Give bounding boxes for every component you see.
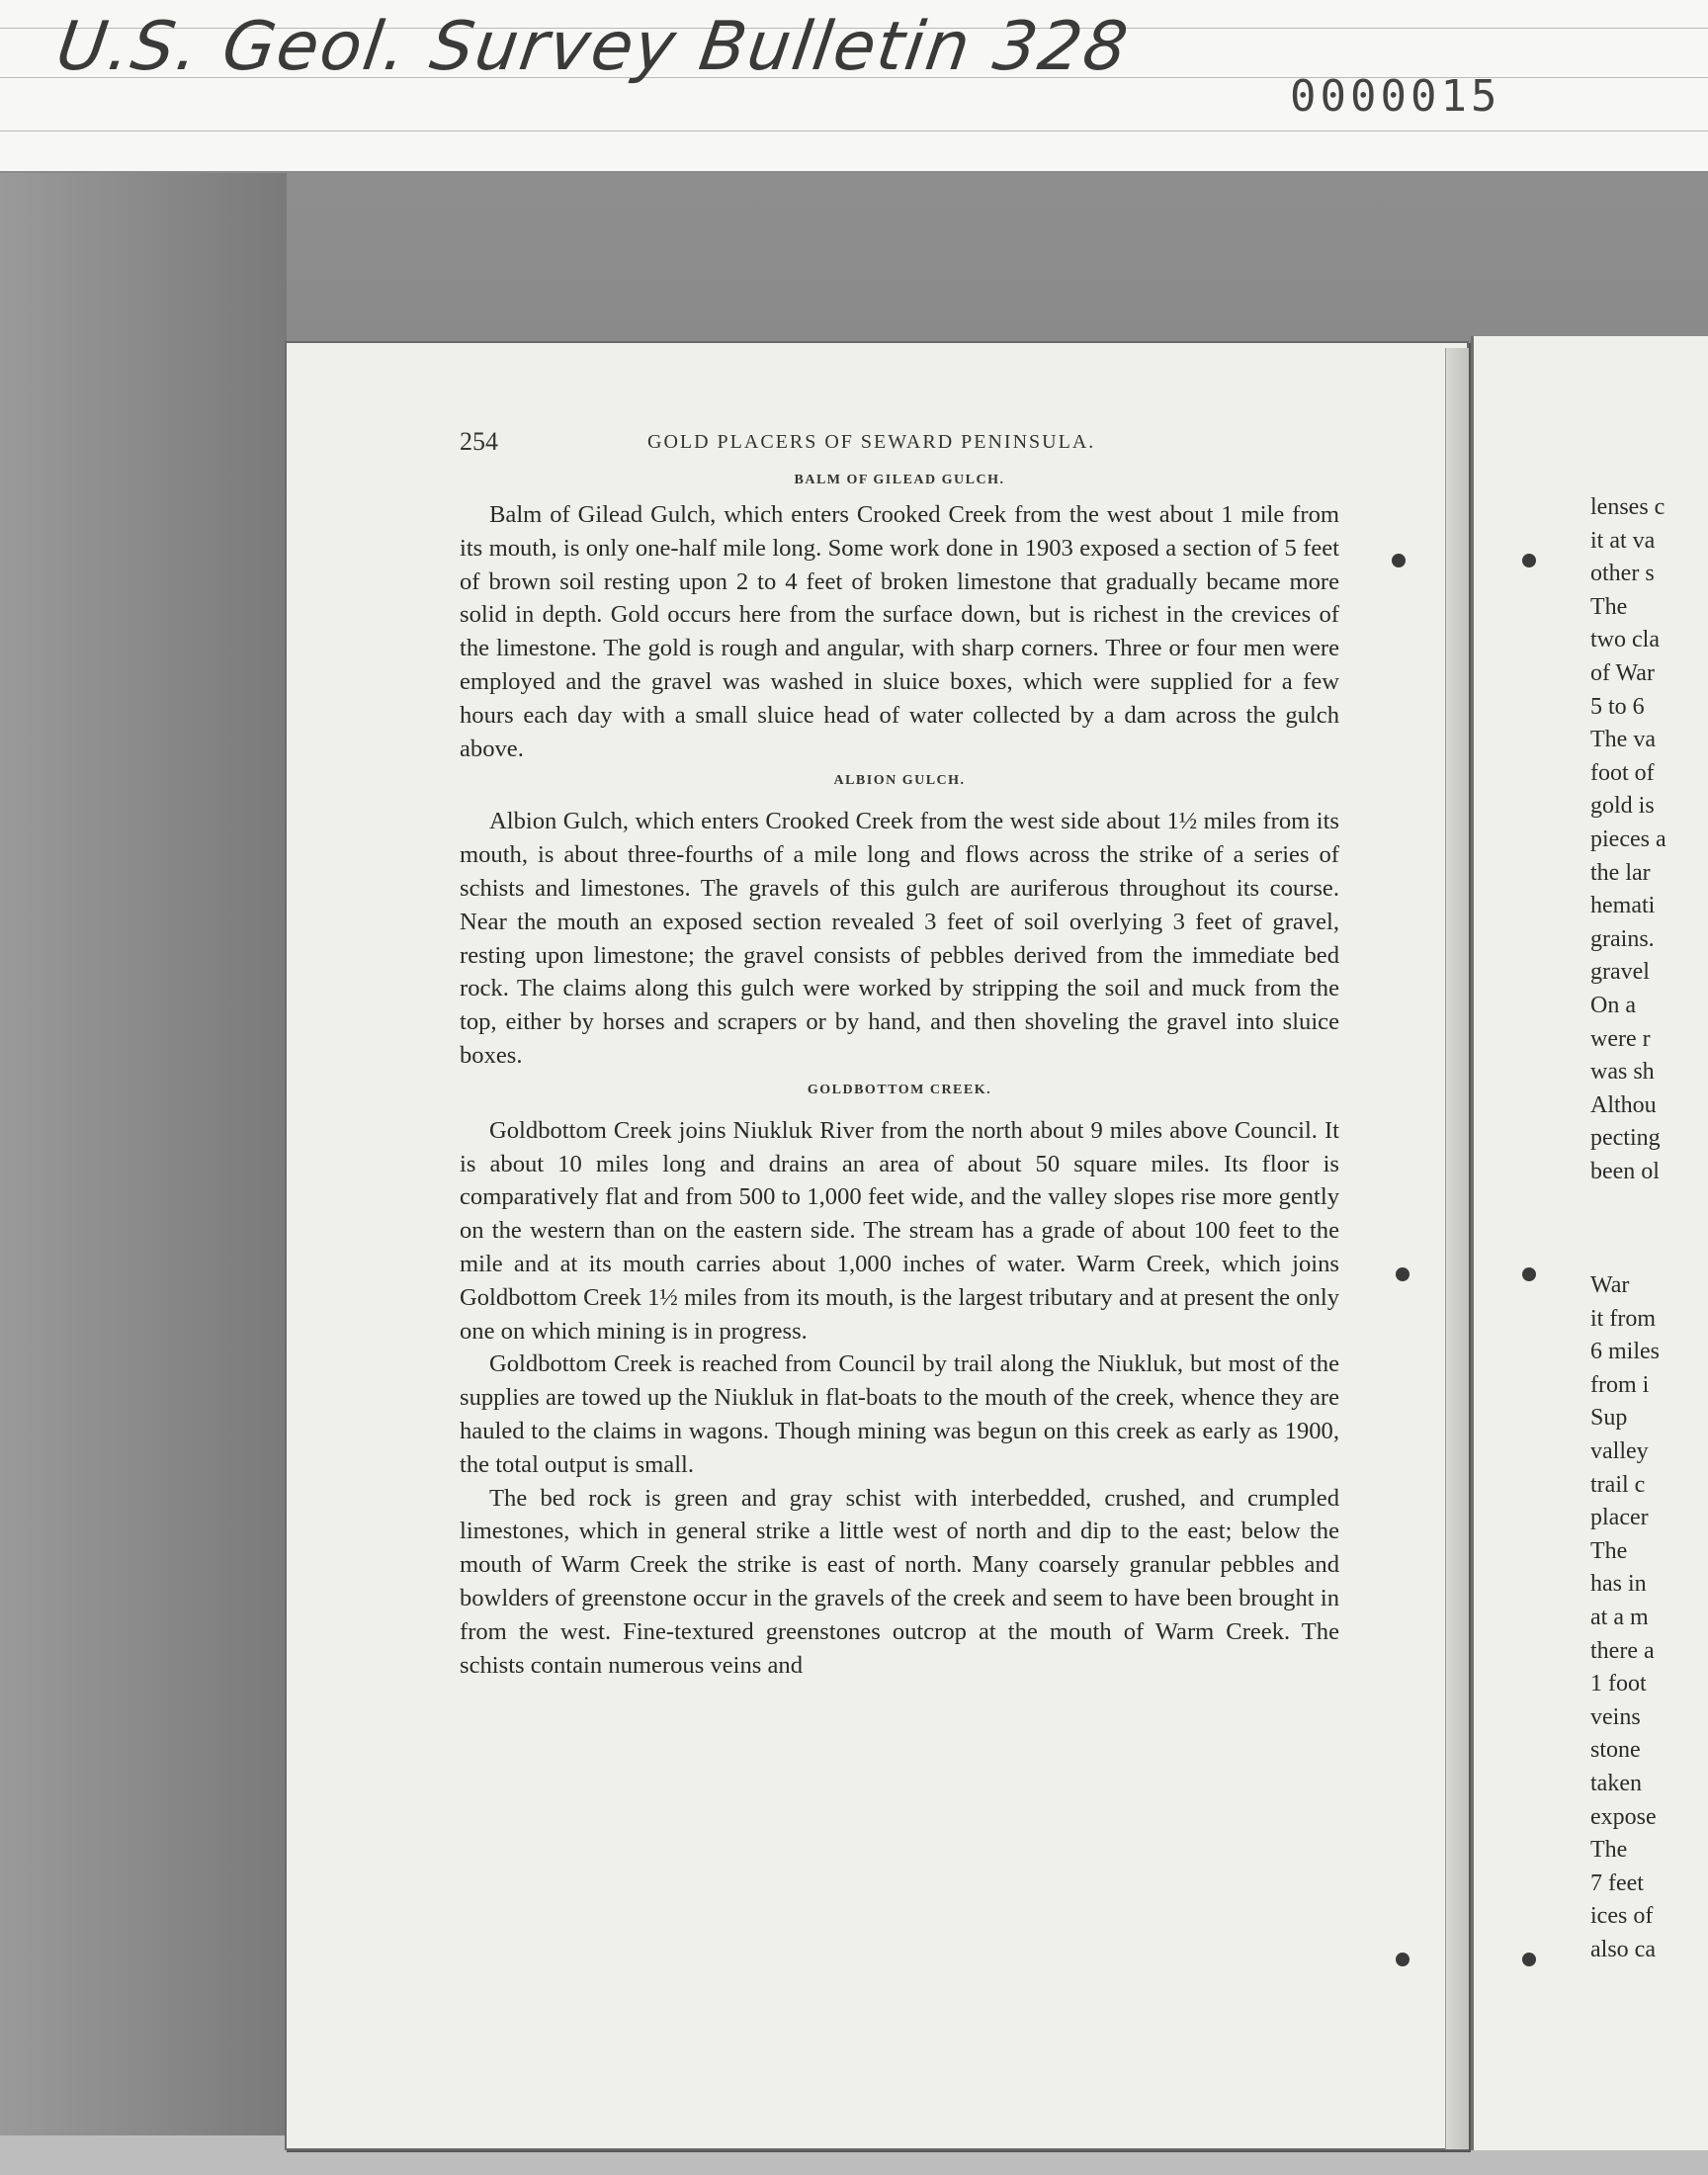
adjacent-page-line: at a m (1590, 1605, 1649, 1630)
adjacent-page-line: of War (1590, 660, 1655, 686)
adjacent-page-line: taken (1590, 1771, 1642, 1796)
adjacent-page-line: gold is (1590, 793, 1655, 820)
adjacent-page-line: also ca (1590, 1937, 1656, 1962)
binding-hole (1396, 1953, 1409, 1966)
strip-rule (0, 130, 1708, 131)
adjacent-page-line: was sh (1590, 1059, 1655, 1086)
running-title: GOLD PLACERS OF SEWARD PENINSULA. (647, 431, 1096, 453)
adjacent-page-line: War (1590, 1272, 1630, 1298)
adjacent-page-line: The (1590, 1837, 1628, 1864)
running-head (460, 427, 1339, 469)
adjacent-page-line: stone (1590, 1737, 1641, 1764)
adjacent-page-line: foot of (1590, 759, 1655, 786)
adjacent-page-line: Sup (1590, 1405, 1628, 1432)
adjacent-page (1471, 336, 1708, 2150)
adjacent-page-line: there a (1590, 1637, 1655, 1664)
paragraph: The bed rock is green and gray schist with interbedded, crushed, and crumpled limestones, which in general strike a little west of north and dip to the east; below the mouth of Warm Creek the strike is east of north. Many coarsely granular pebbles and bowlders of greenstone occur in the gravels of the creek and seem to have been brought in from the west. Fine-textured greenstones outcrop at the mouth of Warm Creek. The schists contain numerous veins and (460, 1484, 1339, 1679)
adjacent-page-line: from i (1590, 1371, 1650, 1398)
adjacent-page-line: 6 miles (1590, 1339, 1660, 1365)
section-heading: BALM OF GILEAD GULCH. (794, 473, 1005, 487)
adjacent-page-line: 5 to 6 (1590, 693, 1645, 720)
paragraph: Balm of Gilead Gulch, which enters Crooked Creek from the west about 1 mile from its mouth, is only one-half mile long. Some work done in 1903 exposed a section of 5 feet of brown soil resting upon 2 to 4 feet of broken limestone that gradually became more solid in depth. Gold occurs here from the surface down, but is richest in the crevices of the limestone. The gold is rough and angular, with sharp corners. Three or four men were employed and the gravel was washed in sluice boxes, which were supplied for a few hours each day with a small sluice head of water collected by a dam across the gulch above. (460, 501, 1339, 762)
page-number: 254 (460, 427, 498, 456)
adjacent-page-line: hemati (1590, 893, 1656, 919)
paragraph: Albion Gulch, which enters Crooked Creek from the west side about 1½ miles from its mouth, is about three-fourths of a mile long and flows across the strike of a series of schists and limestones. The gravels of this gulch are auriferous throughout its course. Near the mouth an exposed section revealed 3 feet of soil overlying 3 feet of gravel, resting upon limestone; the gravel consists of pebbles derived from the immediate bed rock. The claims along this gulch were worked by stripping the soil and muck from the top, either by horses and scrapers or by hand, and then shoveling the gravel into sluice boxes. (460, 808, 1339, 1069)
adjacent-page-line: pieces a (1590, 826, 1666, 852)
adjacent-page-line: has in (1590, 1571, 1647, 1598)
adjacent-page-line: ices of (1590, 1903, 1654, 1930)
page-content (460, 427, 1339, 1682)
adjacent-page-line: trail c (1590, 1471, 1646, 1498)
adjacent-page-line: other s (1590, 561, 1655, 587)
binding-hole (1522, 1267, 1536, 1281)
adjacent-page-line: it from (1590, 1305, 1656, 1332)
adjacent-page-line: it at va (1590, 527, 1656, 554)
adjacent-page-line: The (1590, 593, 1628, 620)
adjacent-page-line: The (1590, 1537, 1628, 1564)
page-gutter (1445, 348, 1469, 2149)
adjacent-page-line: been ol (1590, 1159, 1660, 1184)
binding-hole (1522, 1953, 1536, 1966)
adjacent-page-line: were r (1590, 1025, 1651, 1052)
label-strip (0, 0, 1708, 173)
adjacent-page-line: two cla (1590, 627, 1660, 653)
scan-shade (0, 173, 287, 2175)
adjacent-page-line: 1 foot (1590, 1671, 1647, 1697)
adjacent-page-line: expose (1590, 1803, 1657, 1830)
stamp-number: 0000015 (1290, 71, 1501, 122)
adjacent-page-line: veins (1590, 1703, 1641, 1730)
adjacent-page-line: valley (1590, 1438, 1649, 1464)
handwritten-title: U.S. Geol. Survey Bulletin 328 (51, 8, 1135, 86)
adjacent-page-line: the lar (1590, 859, 1651, 886)
adjacent-page-line: Althou (1590, 1091, 1657, 1118)
adjacent-page-line: grains. (1590, 925, 1655, 952)
adjacent-page-line: On a (1590, 993, 1636, 1018)
binding-hole (1392, 554, 1406, 567)
adjacent-page-line: placer (1590, 1505, 1649, 1531)
adjacent-page-line: lenses c (1590, 494, 1665, 520)
adjacent-page-line: 7 feet (1590, 1870, 1644, 1896)
section-heading: GOLDBOTTOM CREEK. (807, 1082, 992, 1097)
binding-hole (1396, 1267, 1409, 1281)
adjacent-page-line: pecting (1590, 1125, 1661, 1152)
section-heading: ALBION GULCH. (833, 773, 966, 789)
paragraph: Goldbottom Creek joins Niukluk River from the north about 9 miles above Council. It is about 10 miles long and drains an area of about 50 square miles. Its floor is comparatively flat and from 500 to 1,000 feet wide, and the valley slopes rise more gently on the western than on the eastern side. The stream has a grade of about 100 feet to the mile and at its mouth carries about 1,000 inches of water. Warm Creek, which joins Goldbottom Creek 1½ miles from its mouth, is the largest tributary and at present the only one on which mining is in progress. (460, 1116, 1339, 1345)
adjacent-page-line: The va (1590, 727, 1656, 753)
binding-hole (1522, 554, 1536, 567)
paragraph: Goldbottom Creek is reached from Council by trail along the Niukluk, but most of the supplies are towed up the Niukluk in flat-boats to the mouth of the creek, whence they are hauled to the claims in wagons. Though mining was begun on this creek as early as 1900, the total output is small. (460, 1350, 1339, 1478)
adjacent-page-line: gravel (1590, 959, 1650, 986)
